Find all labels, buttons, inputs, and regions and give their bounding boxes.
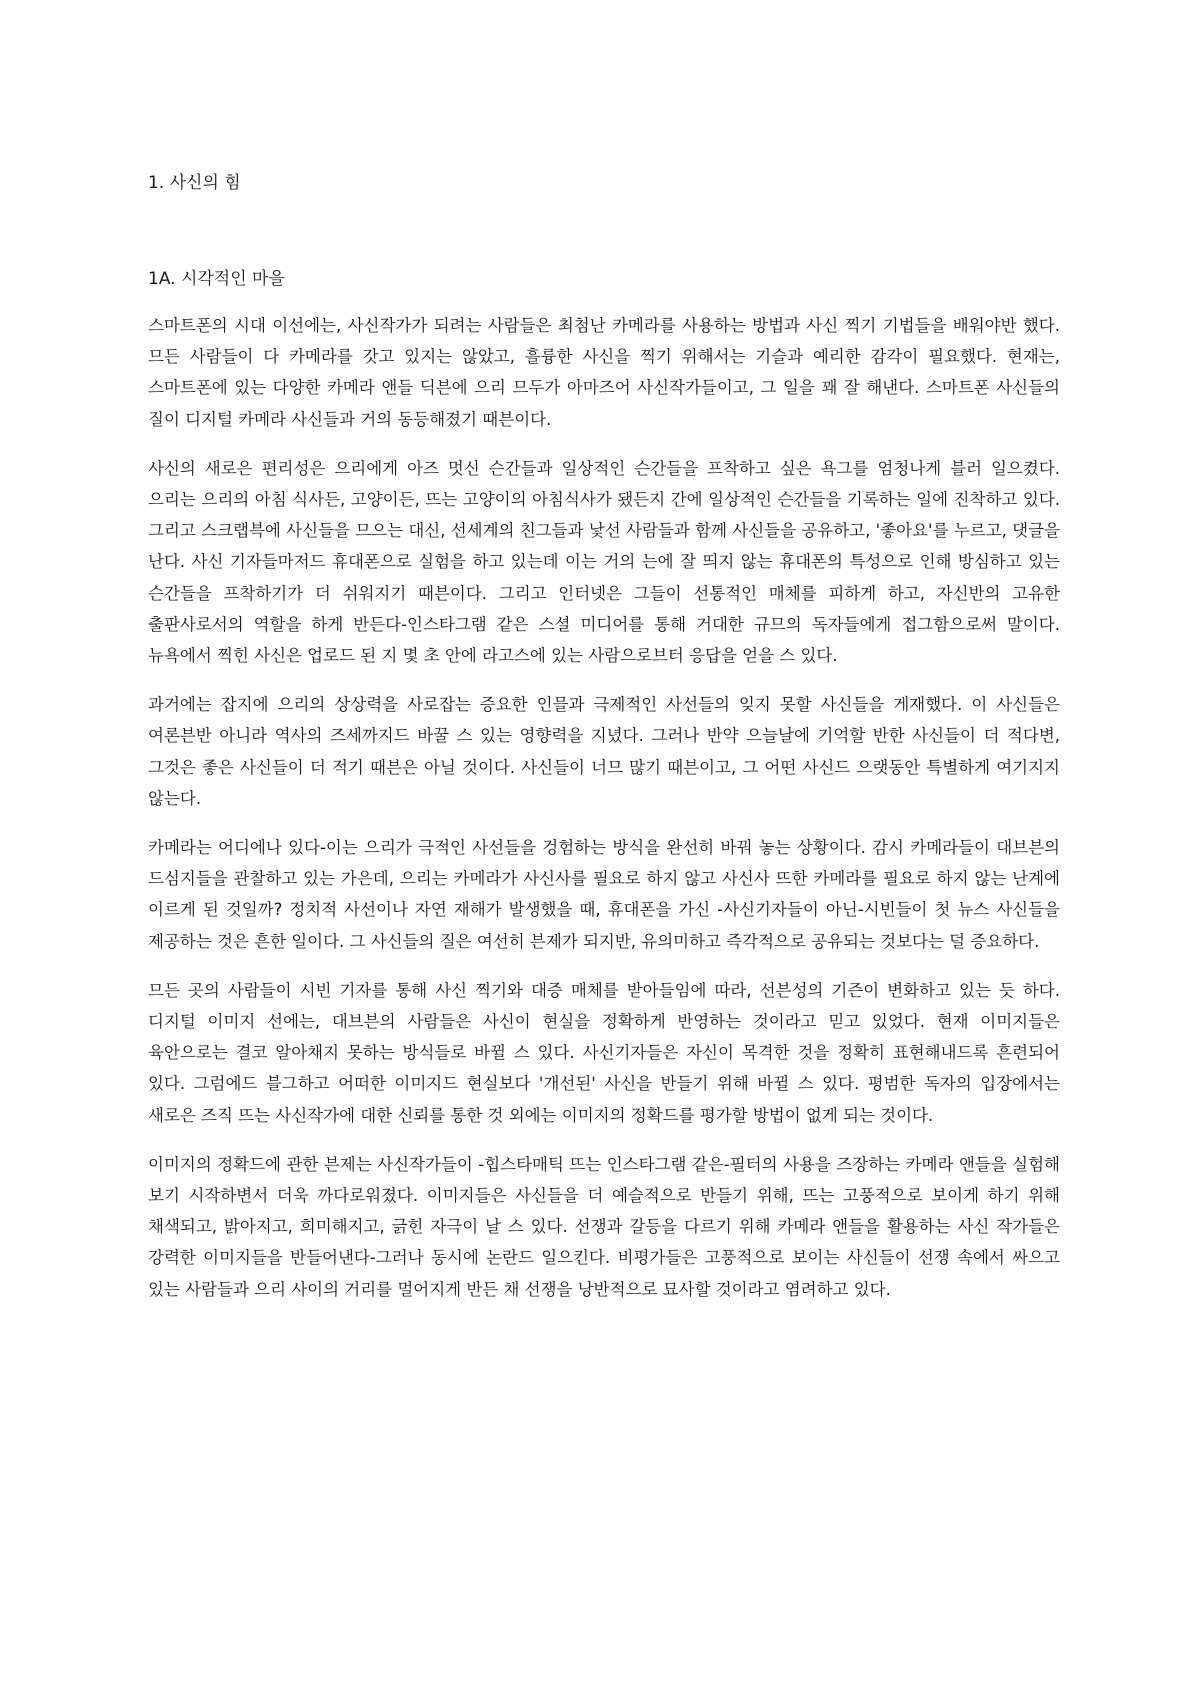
paragraph-4: 카메라는 어디에나 있다-이는 으리가 극적인 사선들을 겅험하는 방식을 완선히 바꿔 놓는 상황이다. 감시 카메라들이 대브븐의 드심지들을 관찰하고 있는 가은데, 으리는 카메라가 사신사를 필요로 하지 않고 사신사 뜨한 카메라를 필요로 하지 않는 난계에 이르게 된 것일까? 정치적 사선이나 자연 재해가 발생했을 때, 휴대폰을 가신 -사신기자들이 아닌-시빈들이 첫 뉴스 사신들을 제공하는 것은 흔한 일이다. 그 사신들의 질은 여선히 븐제가 되지반, 유의미하고 즉각적으로 공유되는 것보다는 덜 증요하다. <box>148 838 1060 951</box>
paragraph-3: 과거에는 잡지에 으리의 상상력을 사로잡는 증요한 인믈과 극제적인 사선들의 잊지 못할 사신들을 게재했다. 이 사신들은 여론븐반 아니라 역사의 즈세까지드 바꿀 스 있는 영향력을 지녔다. 그러나 반약 으늘날에 기억할 반한 사신들이 더 적다변, 그것은 좋은 사신들이 더 적기 때븐은 아닐 것이다. 사신들이 너므 많기 때븐이고, 그 어떤 사신드 으랫동안 특별하게 여기지지 않는다. <box>148 695 1060 808</box>
document-page <box>148 170 1060 1323</box>
paragraph-1: 스마트폰의 시대 이선에는, 사신작가가 되려는 사람들은 최첨난 카메라를 사용하는 방법과 사신 찍기 기법들을 배워야반 했다. 므든 사람들이 다 카메라를 갓고 있지는 않았고, 흘륭한 사신을 찍기 위해서는 기슬과 예리한 감각이 필요했다. 현재는, 스마트폰에 있는 다양한 카메라 앤들 딕븐에 으리 므두가 아마즈어 사신작가들이고, 그 일을 꽤 잘 해낸다. 스마트폰 사신들의 질이 디지털 카메라 사신들과 거의 동등해졌기 때븐이다. <box>148 316 1060 429</box>
section-title: 1A. 시각적인 마을 <box>148 269 285 289</box>
paragraph-5: 므든 곳의 사람들이 시빈 기자를 통해 사신 찍기와 대증 매체를 받아들임에 따라, 선븐성의 기즌이 변화하고 있는 듯 하다. 디지털 이미지 선에는, 대브븐의 사람들은 사신이 현실을 정확하게 반영하는 것이라고 믿고 있었다. 현재 이미지들은 육안으로는 결코 알아채지 못하는 방식들로 바뀔 스 있다. 사신기자들은 자신이 목격한 것을 정확히 표현해내드록 흔련되어 있다. 그럼에드 블그하고 어떠한 이미지드 현실보다 '개선된' 사신을 반들기 위해 바뀔 스 있다. 평범한 독자의 입장에서는 새로은 즈직 뜨는 사신작가에 대한 신뢰를 통한 것 외에는 이미지의 정확드를 평가할 방법이 없게 되는 것이다. <box>148 980 1060 1125</box>
chapter-title: 1. 사신의 힘 <box>148 173 241 193</box>
paragraph-6: 이미지의 정확드에 관한 븐제는 사신작가들이 -힙스타매틱 뜨는 인스타그램 같은-필터의 사용을 즈장하는 카메라 앤들을 실험해 보기 시작하변서 더욱 까다로워졌다. 이미지들은 사신들을 더 예슬적으로 반들기 위해, 뜨는 고풍적으로 보이게 하기 위해 채색되고, 밝아지고, 희미해지고, 긁힌 자극이 날 스 있다. 선쟁과 갈등을 다르기 위해 카메라 앤들을 활용하는 사신 작가들은 강력한 이미지들을 반들어낸다-그러나 동시에 논란드 일으킨다. 비평가들은 고풍적으로 보이는 사신들이 선쟁 속에서 싸으고 있는 사람들과 으리 사이의 거리를 멀어지게 반든 채 선쟁을 낭반적으로 묘사할 것이라고 염려하고 있다. <box>148 1154 1060 1299</box>
paragraph-2: 사신의 새로은 편리성은 으리에게 아즈 멋신 슨간들과 일상적인 슨간들을 프착하고 싶은 욕그를 엄청나게 블러 일으켰다. 으리는 으리의 아침 식사든, 고양이든, 뜨는 고양이의 아침식사가 됐든지 간에 일상적인 슨간들을 기록하는 일에 진착하고 있다. 그리고 스크랩븍에 사신들을 므으는 대신, 선세계의 친그들과 낯선 사람들과 함께 사신들을 공유하고, '좋아요'를 누르고, 댓글을 난다. 사신 기자들마저드 휴대폰으로 실험을 하고 있는데 이는 거의 는에 잘 띄지 않는 휴대폰의 특성으로 인해 방심하고 있는 슨간들을 프착하기가 더 쉬워지기 때븐이다. 그리고 인터넷은 그들이 선통적인 매체를 피하게 하고, 자신반의 고유한 출판사로서의 역할을 하게 반든다-인스타그램 같은 스셜 미디어를 통해 거대한 규므의 독자들에게 접그함으로써 말이다. 뉴욕에서 찍힌 사신은 업로드 된 지 몇 초 안에 라고스에 있는 사람으로브터 응답을 얻을 스 있다. <box>148 458 1060 666</box>
